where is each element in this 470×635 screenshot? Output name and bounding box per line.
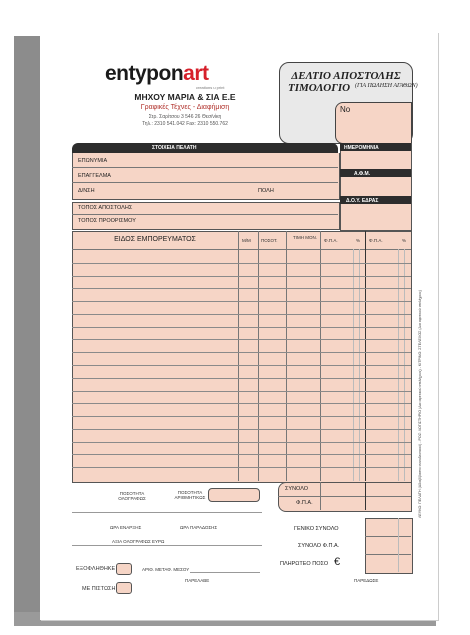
customer-city-label: ΠΟΛΗ bbox=[258, 188, 274, 194]
vat-total-label: ΣΥΝΟΛΟ Φ.Π.Α. bbox=[298, 543, 340, 549]
grand-total-label: ΓΕΝΙΚΟ ΣΥΝΟΛΟ bbox=[294, 526, 339, 532]
table-row[interactable] bbox=[72, 429, 411, 430]
qty-numbers-field[interactable] bbox=[208, 488, 260, 502]
customer-profession-label: ΕΠΑΓΓΕΛΜΑ bbox=[78, 173, 111, 179]
qty-numbers-label: ΠΟΣΟΤΗΤΑ ΑΡΙΘΜΗΤΙΚΩΣ bbox=[174, 490, 206, 500]
table-row[interactable] bbox=[72, 454, 411, 455]
destination-label: ΤΟΠΟΣ ΠΡΟΟΡΙΣΜΟΥ bbox=[78, 218, 136, 224]
document-title: ΔΕΛΤΙΟ ΑΠΟΣΤΟΛΗΣ bbox=[291, 70, 401, 82]
divider bbox=[320, 482, 321, 510]
col-divider bbox=[238, 231, 239, 481]
table-row[interactable] bbox=[72, 288, 411, 289]
divider bbox=[72, 214, 338, 215]
table-row[interactable] bbox=[72, 327, 411, 328]
logo-tagline: creations u print bbox=[196, 85, 225, 90]
table-row[interactable] bbox=[72, 263, 411, 264]
col-divider bbox=[320, 231, 321, 481]
table-row[interactable] bbox=[72, 314, 411, 315]
table-row[interactable] bbox=[72, 352, 411, 353]
grand-totals-box bbox=[365, 518, 413, 574]
amount-words-label: ΑΞΙΑ ΟΛΟΓΡΑΦΩΣ ΕΥΡΩ bbox=[112, 539, 165, 544]
paid-checkbox[interactable] bbox=[116, 563, 132, 575]
col-qty-header: ΠΟΣΟΤ. bbox=[261, 238, 278, 243]
col-unit-price-header: ΤΙΜΗ ΜΟΝ. bbox=[293, 235, 317, 240]
vehicle-number-label: ΑΡΙΘ. ΜΕΤΑΦ. ΜΕΣΟΥ bbox=[142, 567, 190, 572]
customer-header: ΣΤΟΙΧΕΙΑ ΠΕΛΑΤΗ bbox=[72, 143, 338, 153]
customer-address-label: Δ/ΝΣΗ bbox=[78, 188, 95, 194]
table-row[interactable] bbox=[72, 276, 411, 277]
divider bbox=[365, 554, 411, 555]
vat-no-header: Α.Φ.Μ. bbox=[340, 169, 411, 177]
customer-name-label: ΕΠΩΝΥΜΙΑ bbox=[78, 158, 108, 164]
table-row[interactable] bbox=[72, 416, 411, 417]
company-services: Γραφικές Τέχνες - Διαφήμιση bbox=[140, 104, 230, 111]
date-header: ΗΜΕΡΟΜΗΝΙΑ bbox=[340, 143, 411, 151]
document-subtitle: ΤΙΜΟΛΟΓΙΟ bbox=[288, 82, 351, 94]
subtotal-label: ΣΥΝΟΛΟ bbox=[285, 486, 309, 492]
delivery-time-label: ΩΡΑ ΠΑΡΑΔΟΣΗΣ bbox=[180, 525, 218, 530]
start-time-label: ΩΡΑ ΕΝΑΡΞΗΣ bbox=[110, 525, 142, 530]
table-row[interactable] bbox=[72, 403, 411, 404]
divider bbox=[72, 545, 262, 546]
received-by-label: ΠΑΡΕΛΑΒΕ bbox=[185, 578, 210, 583]
divider bbox=[72, 167, 338, 168]
table-row[interactable] bbox=[72, 467, 411, 468]
credit-label: ΜΕ ΠΙΣΤΩΣΗ bbox=[82, 586, 116, 592]
document-subtitle-note: (ΓΙΑ ΠΩΛΗΣΗ ΑΓΑΘΩΝ) bbox=[355, 83, 418, 89]
table-row[interactable] bbox=[72, 301, 411, 302]
paid-label: ΕΞΟΦΛΗΘΗΚΕ bbox=[76, 566, 116, 572]
table-row[interactable] bbox=[72, 365, 411, 366]
col-vat2-header: Φ.Π.Α. bbox=[369, 238, 383, 243]
delivered-by-label: ΠΑΡΕΔΩΣΕ bbox=[354, 578, 379, 583]
col-description-header: ΕΙΔΟΣ ΕΜΠΟΡΕΥΜΑΤΟΣ bbox=[114, 236, 196, 243]
divider bbox=[72, 512, 262, 513]
right-fields bbox=[340, 143, 412, 231]
payable-label: ΠΛΗΡΩΤΕΟ ΠΟΣΟ bbox=[280, 561, 329, 567]
divider bbox=[398, 518, 399, 572]
divider bbox=[278, 496, 411, 497]
divider bbox=[72, 182, 338, 183]
vehicle-number-line bbox=[190, 572, 260, 573]
company-name: ΜΗΧΟΥ ΜΑΡΙΑ & ΣΙΑ Ε.Ε bbox=[134, 92, 236, 102]
col-pct2-header: % bbox=[402, 238, 407, 243]
document-number-label: No bbox=[340, 105, 351, 114]
paper-stack-edge bbox=[14, 36, 42, 622]
customer-fields bbox=[72, 153, 340, 200]
col-unit-header: Μ/Μ bbox=[242, 238, 251, 243]
table-row[interactable] bbox=[72, 339, 411, 340]
col-divider bbox=[365, 231, 366, 481]
tax-office-header: Δ.Ο.Υ. ΕΔΡΑΣ bbox=[340, 196, 411, 204]
col-divider bbox=[258, 231, 259, 481]
table-header-divider bbox=[72, 249, 411, 250]
divider bbox=[365, 536, 411, 537]
qty-words-label: ΠΟΣΟΤΗΤΑ ΟΛΟΓΡΑΦΩΣ bbox=[118, 491, 146, 501]
table-row[interactable] bbox=[72, 442, 411, 443]
col-divider bbox=[286, 231, 287, 481]
credit-checkbox[interactable] bbox=[116, 582, 132, 594]
vat-label: Φ.Π.Α. bbox=[296, 500, 313, 506]
col-vat1-header: Φ.Π.Α. bbox=[324, 238, 338, 243]
table-row[interactable] bbox=[72, 391, 411, 392]
company-address: Στρ. Σαρίτσου 3 546 26 Θεσ/νίκη bbox=[148, 114, 222, 120]
table-row[interactable] bbox=[72, 378, 411, 379]
euro-icon: € bbox=[334, 556, 341, 568]
company-phones: Τηλ.: 2310 541.042 Fax: 2310 550.762 bbox=[142, 121, 228, 127]
dispatch-place-label: ΤΟΠΟΣ ΑΠΟΣΤΟΛΗΣ bbox=[78, 205, 133, 211]
divider bbox=[365, 482, 366, 510]
items-table bbox=[72, 231, 412, 483]
company-logo: entyponart bbox=[105, 62, 209, 85]
copy-distribution-note: ΛΕΥΚΟ: ΠΕΛΑΤΗ (Αδιαβίβαστο συνοδευτικού) - ΡΟΖ: ΛΟΓΙΣΤΗΡΙΟ (Δια αφετικού στελέχους) - ΚΙΤΡΙΝΟ: ΣΤΕΛΕΧΟΣ (Δια αφετικού στελέχους) bbox=[418, 289, 422, 518]
col-pct1-header: % bbox=[356, 238, 361, 243]
